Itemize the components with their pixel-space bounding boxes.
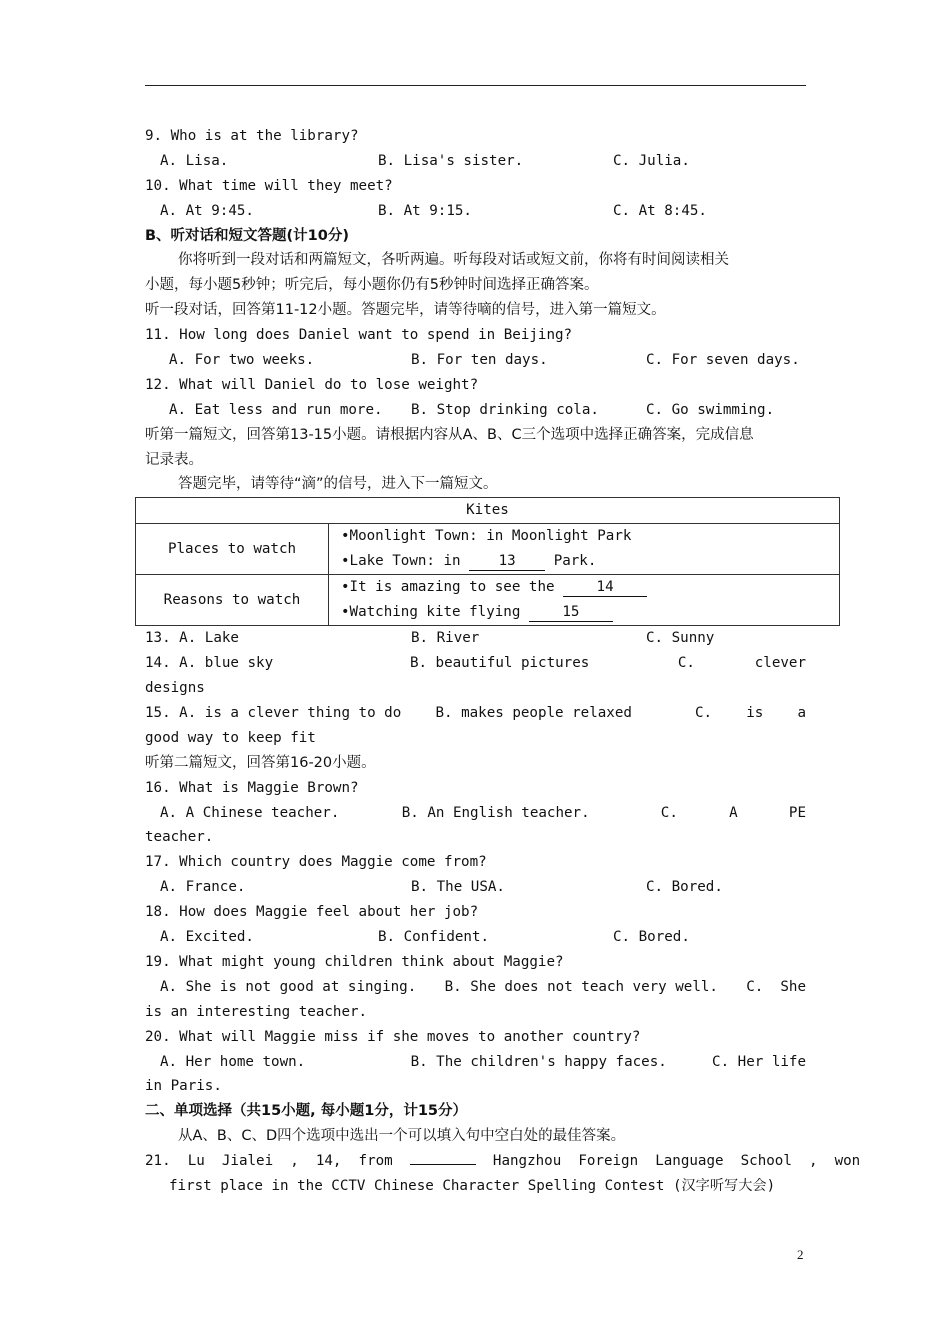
blank-14: 14 <box>563 578 647 597</box>
passage1-intro-1: 听第一篇短文，回答第13-15小题。请根据内容从A、B、C三个选项中选择正确答案，完成信息 <box>145 426 754 443</box>
q17-stem: 17. Which country does Maggie come from? <box>145 854 487 871</box>
q13-option-c: C. Sunny <box>646 630 715 647</box>
q10-option-a: A. At 9:45. <box>160 202 254 219</box>
table-row1-item2-text: •Lake Town: in <box>341 553 461 570</box>
q20-options <box>145 1050 806 1075</box>
q14-option-c: C. clever <box>677 655 806 672</box>
q21-text-post: Hangzhou Foreign Language School , won <box>492 1153 861 1170</box>
q11-option-a: A. For two weeks. <box>169 352 315 369</box>
q15-option-c: C. is a <box>694 705 806 722</box>
page-number: 2 <box>797 1247 804 1262</box>
table-row1-item1: •Moonlight Town: in Moonlight Park <box>341 528 632 545</box>
blank-13: 13 <box>469 552 545 571</box>
q21-line-1 <box>145 1149 861 1174</box>
q18-option-a: A. Excited. <box>160 929 254 946</box>
q15-option-b: B. makes people relaxed <box>435 705 632 722</box>
q14-options <box>145 651 806 676</box>
table-row1-label: Places to watch <box>136 524 329 575</box>
q16-stem: 16. What is Maggie Brown? <box>145 779 359 796</box>
q16-option-b: B. An English teacher. <box>401 804 590 821</box>
q16-options <box>145 801 806 826</box>
q16-option-a: A. A Chinese teacher. <box>160 804 340 821</box>
q11-options <box>145 348 806 373</box>
q20-option-c: C. Her life <box>712 1053 806 1070</box>
q10-options <box>145 199 806 224</box>
table-row1-content <box>329 524 840 575</box>
exam-page <box>145 124 861 1199</box>
q12-option-b: B. Stop drinking cola. <box>411 401 599 418</box>
q15-continuation: good way to keep fit <box>145 729 316 746</box>
table-row1-item2-post: Park. <box>553 553 597 570</box>
section-b-intro-3: 听一段对话，回答第11-12小题。答题完毕，请等待嘀的信号，进入第一篇短文。 <box>145 302 666 319</box>
table-row2-item2 <box>341 600 827 625</box>
table-row2-item1 <box>341 575 827 600</box>
q15-options <box>145 701 806 726</box>
q12-option-a: A. Eat less and run more. <box>169 401 383 418</box>
q15-option-a: 15. A. is a clever thing to do <box>145 705 402 722</box>
table-row2-label: Reasons to watch <box>136 575 329 626</box>
q18-options <box>145 925 806 950</box>
q13-option-a: 13. A. Lake <box>145 630 239 647</box>
q17-options <box>145 875 806 900</box>
q19-option-b: B. She does not teach very well. <box>444 978 718 995</box>
section-b-intro-1: 你将听到一段对话和两篇短文，各听两遍。听每段对话或短文前，你将有时间阅读相关 <box>178 252 729 269</box>
q21-line-2: first place in the CCTV Chinese Character Spelling Contest (汉字听写大会) <box>169 1177 776 1194</box>
q10-stem: 10. What time will they meet? <box>145 177 393 194</box>
part2-intro: 从A、B、C、D四个选项中选出一个可以填入句中空白处的最佳答案。 <box>178 1128 626 1145</box>
q18-option-c: C. Bored. <box>613 929 690 946</box>
table-title: Kites <box>136 498 840 524</box>
q20-continuation: in Paris. <box>145 1078 222 1095</box>
passage2-intro: 听第二篇短文，回答第16-20小题。 <box>145 754 376 771</box>
q13-option-b: B. River <box>411 630 480 647</box>
q17-option-b: B. The USA. <box>411 879 505 896</box>
table-row2-item2-text: •Watching kite flying <box>341 604 521 621</box>
q9-option-b: B. Lisa's sister. <box>378 152 524 169</box>
q16-option-c: C. A PE <box>660 804 806 821</box>
section-b-title: B、听对话和短文答题(计10分) <box>145 227 349 244</box>
q18-option-b: B. Confident. <box>378 929 490 946</box>
q11-option-c: C. For seven days. <box>646 352 800 369</box>
q14-option-a: 14. A. blue sky <box>145 655 274 672</box>
passage1-intro-2: 记录表。 <box>145 451 203 468</box>
q9-options <box>145 149 806 174</box>
q20-option-a: A. Her home town. <box>160 1053 306 1070</box>
q19-option-a: A. She is not good at singing. <box>160 978 417 995</box>
q11-option-b: B. For ten days. <box>411 352 548 369</box>
passage1-intro-3: 答题完毕，请等待“滴”的信号，进入下一篇短文。 <box>178 476 498 493</box>
q12-option-c: C. Go swimming. <box>646 401 775 418</box>
q10-option-b: B. At 9:15. <box>378 202 472 219</box>
q10-option-c: C. At 8:45. <box>613 202 707 219</box>
part2-title: 二、单项选择（共15小题, 每小题1分，计15分） <box>145 1103 468 1120</box>
q13-options <box>145 626 806 651</box>
q19-option-c: C. She <box>746 978 806 995</box>
q14-continuation: designs <box>145 680 205 697</box>
q17-option-c: C. Bored. <box>646 879 723 896</box>
q9-option-a: A. Lisa. <box>160 152 229 169</box>
header-rule <box>145 85 806 86</box>
kites-info-table <box>135 497 840 626</box>
q14-option-b: B. beautiful pictures <box>409 655 590 672</box>
q9-option-c: C. Julia. <box>613 152 690 169</box>
q17-option-a: A. France. <box>160 879 246 896</box>
q18-stem: 18. How does Maggie feel about her job? <box>145 904 479 921</box>
table-row2-content <box>329 575 840 626</box>
q21-blank <box>410 1164 476 1165</box>
blank-15: 15 <box>529 603 613 622</box>
q21-text-pre: 21. Lu Jialei , 14, from <box>145 1153 393 1170</box>
q19-continuation: is an interesting teacher. <box>145 1003 368 1020</box>
q20-option-b: B. The children's happy faces. <box>410 1053 667 1070</box>
q19-stem: 19. What might young children think about Maggie? <box>145 953 564 970</box>
q11-stem: 11. How long does Daniel want to spend in Beijing? <box>145 327 573 344</box>
q12-stem: 12. What will Daniel do to lose weight? <box>145 376 479 393</box>
table-row2-item1-text: •It is amazing to see the <box>341 579 555 596</box>
q9-stem: 9. Who is at the library? <box>145 128 359 144</box>
section-b-intro-2: 小题，每小题5秒钟；听完后，每小题你仍有5秒钟时间选择正确答案。 <box>145 277 599 294</box>
q16-continuation: teacher. <box>145 829 214 846</box>
q20-stem: 20. What will Maggie miss if she moves to another country? <box>145 1028 641 1045</box>
q19-options <box>145 975 806 1000</box>
table-row1-item2 <box>341 549 827 574</box>
q12-options <box>145 398 806 423</box>
